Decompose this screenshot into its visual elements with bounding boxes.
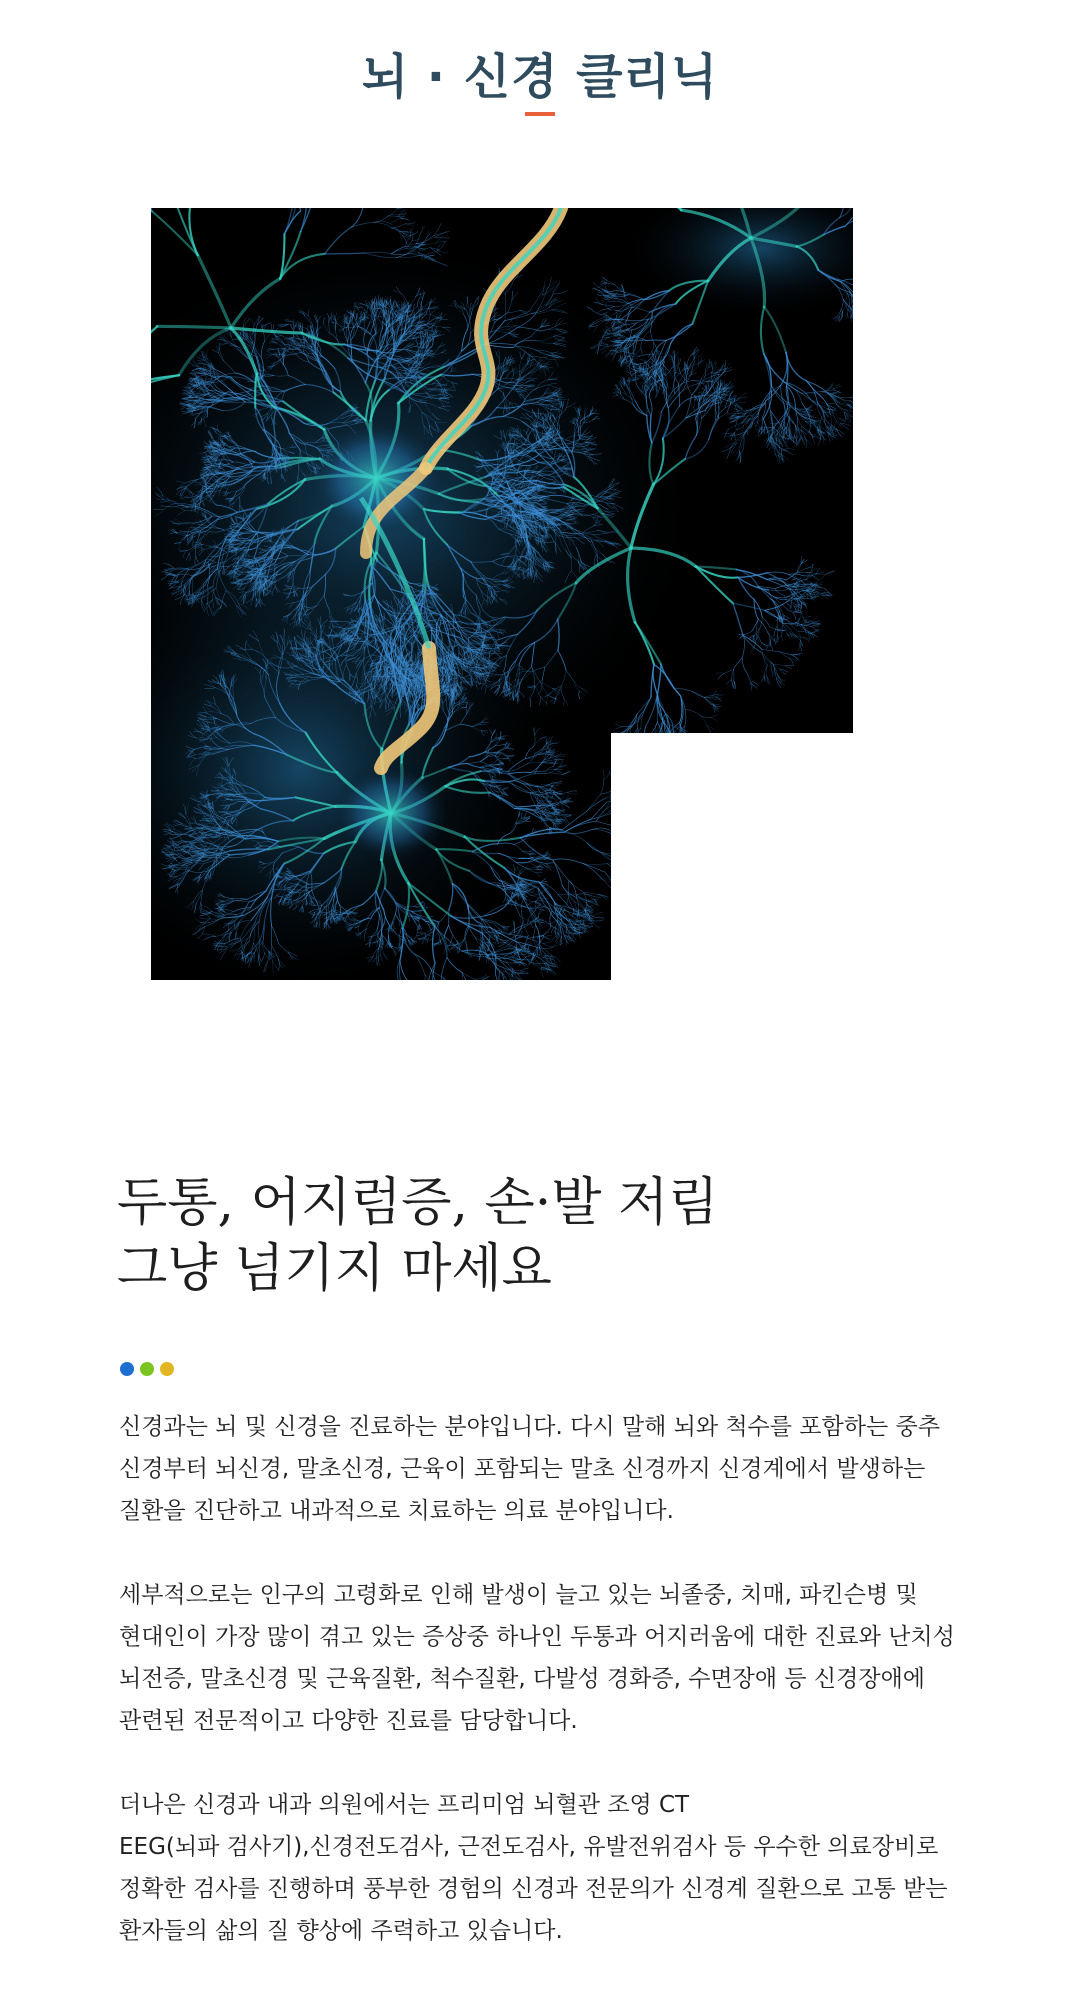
- title-underline: [525, 112, 555, 116]
- neuron-illustration-icon: [151, 208, 853, 980]
- page-title: 뇌 · 신경 클리닉: [0, 38, 1080, 107]
- neuron-image: [151, 208, 853, 980]
